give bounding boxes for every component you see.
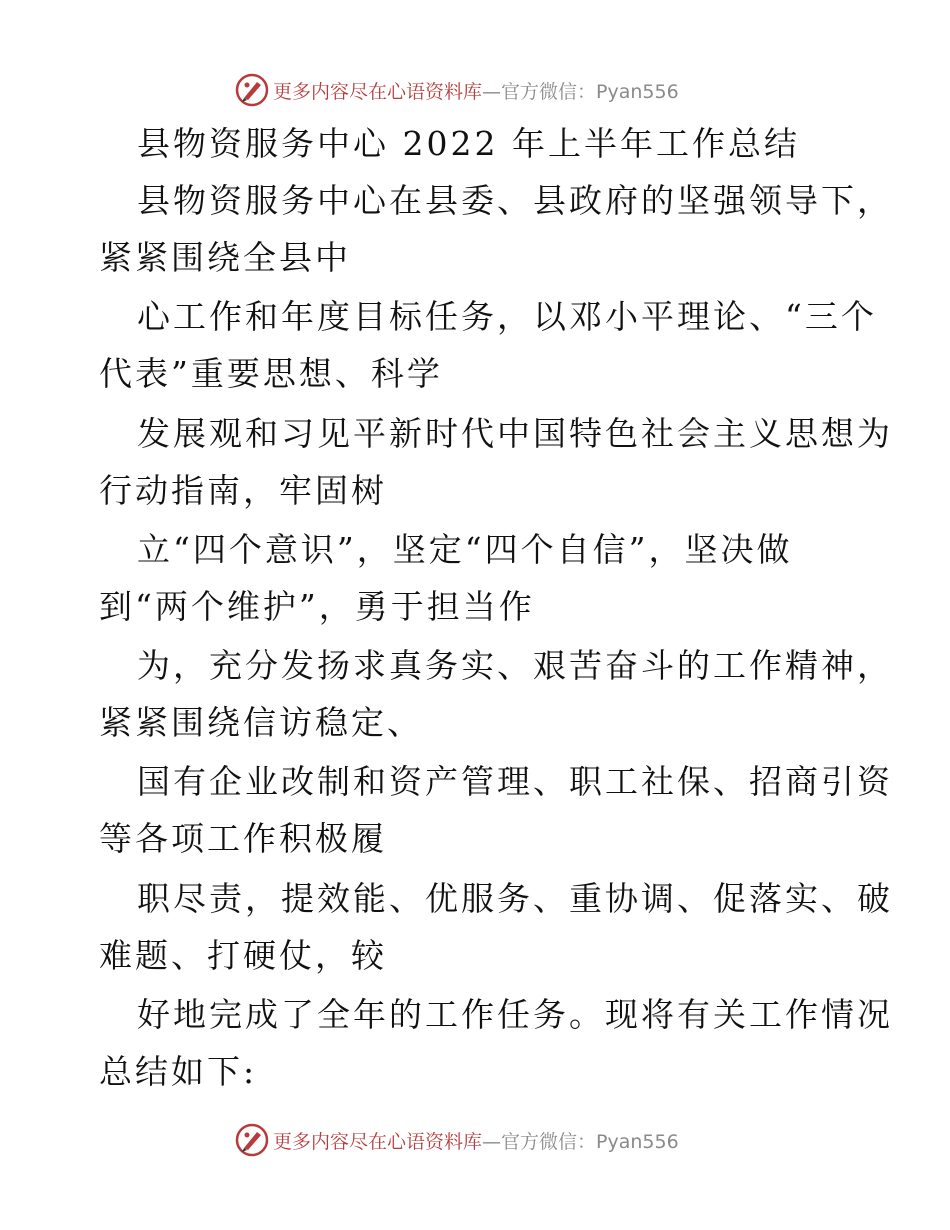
quill-pen-logo-icon: [235, 1123, 269, 1157]
header-banner: [235, 72, 755, 108]
document-title: 县物资服务中心 2022 年上半年工作总结: [137, 124, 800, 163]
banner-contact-text: —官方微信：Pyan556: [482, 80, 679, 103]
paragraph-line: 紧紧围绕信访稳定、: [99, 703, 423, 742]
paragraph-line: 到“两个维护”，勇于担当作: [99, 587, 535, 626]
banner-brand-text: 更多内容尽在心语资料库: [273, 1130, 483, 1153]
paragraph-line: 紧紧围绕全县中: [99, 238, 351, 277]
paragraph-line: 国有企业改制和资产管理、职工社保、招商引资: [137, 762, 893, 801]
paragraph-line: 总结如下:: [99, 1052, 258, 1091]
paragraph-line: 发展观和习见平新时代中国特色社会主义思想为: [137, 414, 893, 453]
paragraph-line: 代表”重要思想、科学: [99, 354, 443, 393]
paragraph-line: 难题、打硬仗，较: [99, 936, 387, 975]
banner-brand-text: 更多内容尽在心语资料库: [273, 80, 483, 103]
footer-banner: [235, 1122, 755, 1158]
paragraph-line: 行动指南，牢固树: [99, 471, 387, 510]
paragraph-line: 等各项工作积极履: [99, 819, 387, 858]
paragraph-line: 好地完成了全年的工作任务。现将有关工作情况: [137, 995, 893, 1034]
quill-pen-logo-icon: [235, 73, 269, 107]
paragraph-line: 立“四个意识”，坚定“四个自信”，坚决做: [137, 530, 793, 569]
paragraph-line: 职尽责，提效能、优服务、重协调、促落实、破: [137, 879, 893, 918]
paragraph-line: 心工作和年度目标任务，以邓小平理论、“三个: [137, 297, 877, 336]
paragraph-line: 县物资服务中心在县委、县政府的坚强领导下，: [137, 181, 893, 220]
paragraph-line: 为，充分发扬求真务实、艰苦奋斗的工作精神，: [137, 646, 893, 685]
banner-contact-text: —官方微信：Pyan556: [482, 1130, 679, 1153]
